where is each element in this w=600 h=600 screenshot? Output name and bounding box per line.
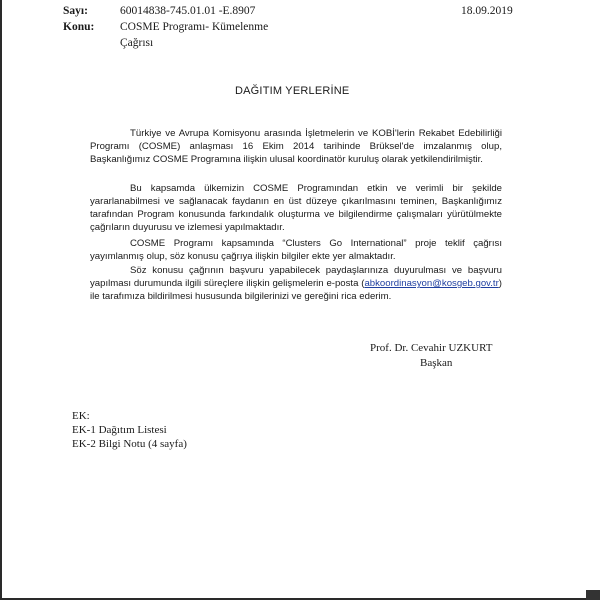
document-date: 18.09.2019 <box>461 5 513 17</box>
page-edge-corner <box>586 590 600 600</box>
signatory-title: Başkan <box>420 357 453 369</box>
attachments-label: EK: <box>72 410 90 422</box>
paragraph-4-text-start: Söz konusu çağrının başvuru yapabilecek paydaşlarınıza duyurulması ve başvuru yapılması durumunda ilgili süreçlere ilişkin gelişmelerin e-posta ( <box>90 265 502 289</box>
konu-line-2: Çağrısı <box>120 37 154 49</box>
paragraph-2: Bu kapsamda ülkemizin COSME Programından etkin ve verimli bir şekilde yararlanabilmesi ve sağlanacak faydanın en üst düzeye çıkarılmasını teminen, Başkanlığımız tarafından Program konusunda farkındalık oluşturma ve bilgilendirme çalışmaları yürütülmekte çağrıların duyurusu ve izlemesi yapılmaktadır. <box>90 183 502 233</box>
signatory-name: Prof. Dr. Cevahir UZKURT <box>370 342 493 354</box>
sayi-label: Sayı: <box>63 5 88 17</box>
attachment-item-2: EK-2 Bilgi Notu (4 sayfa) <box>72 438 187 450</box>
paragraph-4-text-end: ) ile tarafımıza bildirilmesi hususunda bilgilerinizi ve gereğini rica ederim. <box>90 278 502 302</box>
recipient-heading: DAĞITIM YERLERİNE <box>235 85 350 97</box>
paragraph-4 <box>90 264 502 303</box>
sayi-value: 60014838-745.01.01 -E.8907 <box>120 5 256 17</box>
page-edge-left <box>0 0 2 600</box>
contact-email-link[interactable]: abkoordinasyon@kosgeb.gov.tr <box>364 278 499 289</box>
konu-label: Konu: <box>63 21 95 33</box>
konu-line-1: COSME Programı- Kümelenme <box>120 21 269 33</box>
attachment-item-1: EK-1 Dağıtım Listesi <box>72 424 167 436</box>
paragraph-1: Türkiye ve Avrupa Komisyonu arasında İşletmelerin ve KOBİ'lerin Rekabet Edebilirliği Programı (COSME) anlaşması 16 Ekim 2014 tarihinde Brüksel'de imzalanmış olup, Başkanlığımız COSME Programına ilişkin ulusal koordinatör kuruluş olarak yetkilendirilmiştir. <box>90 128 502 165</box>
paragraph-3: COSME Programı kapsamında “Clusters Go International” proje teklif çağrısı yayımlanmış olup, söz konusu çağrıya ilişkin bilgiler ekte yer almaktadır. <box>90 238 502 262</box>
